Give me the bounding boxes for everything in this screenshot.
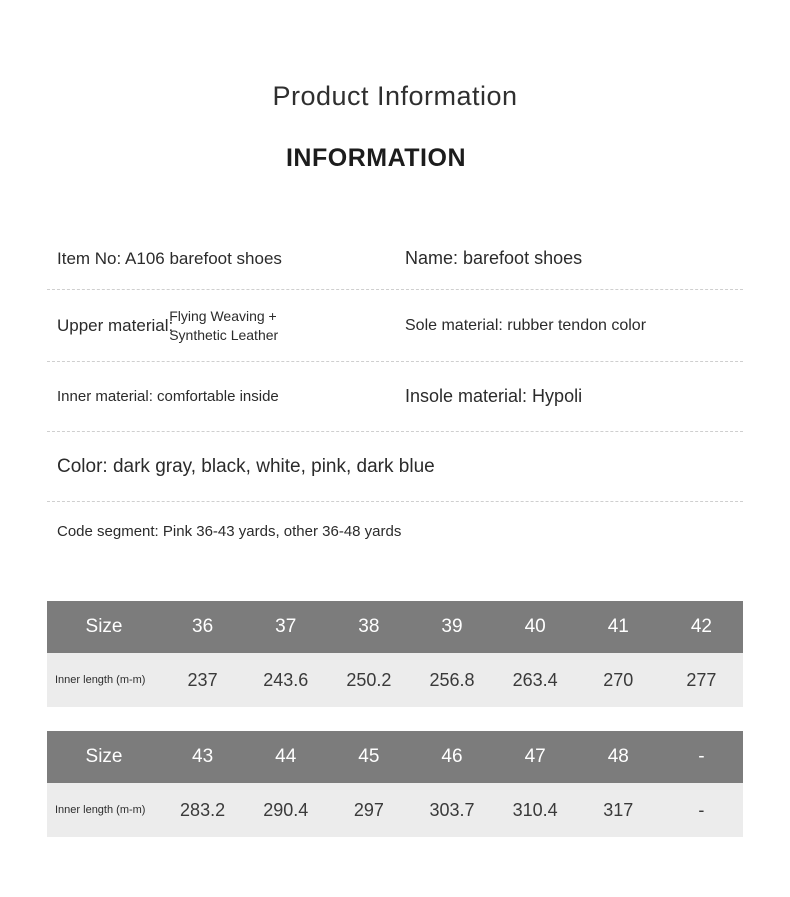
size-header-cell: 47 <box>524 746 546 768</box>
inner-length-cell: 250.2 <box>346 669 392 690</box>
size-header-cell: 48 <box>607 746 629 768</box>
inner-length-cell: 277 <box>686 669 717 690</box>
size-header-cell: 36 <box>192 616 214 638</box>
spec-row-item-name <box>47 228 743 290</box>
inner-length-cell: - <box>698 799 705 820</box>
inner-length-label: Inner length (m-m) <box>55 674 146 687</box>
spec-row-code-segment <box>47 502 743 560</box>
size-table-2-length-row <box>47 783 743 837</box>
inner-length-cell: 283.2 <box>180 799 226 820</box>
size-header-cell: 37 <box>275 616 297 638</box>
spec-upper-material-value: Flying Weaving + Synthetic Leather <box>169 308 279 343</box>
size-header-cell: - <box>698 746 705 768</box>
spec-row-color <box>47 432 743 502</box>
spec-item-no: Item No: A106 barefoot shoes <box>57 248 282 268</box>
inner-length-cell: 270 <box>603 669 634 690</box>
spec-row-materials <box>47 290 743 362</box>
spec-inner-material: Inner material: comfortable inside <box>57 388 279 406</box>
spec-sole-material: Sole material: rubber tendon color <box>405 316 647 334</box>
size-header-label: Size <box>85 746 123 768</box>
inner-length-cell: 290.4 <box>263 799 309 820</box>
size-header-cell: 44 <box>275 746 297 768</box>
inner-length-label: Inner length (m-m) <box>55 804 146 817</box>
page-subtitle: INFORMATION <box>285 144 466 173</box>
size-table-1-header-row <box>47 601 743 653</box>
specification-table <box>0 228 790 560</box>
spec-upper-material-label: Upper material: <box>57 315 174 335</box>
inner-length-cell: 243.6 <box>263 669 309 690</box>
spec-color: Color: dark gray, black, white, pink, dark blue <box>57 455 435 477</box>
spec-upper-material <box>47 307 395 345</box>
inner-length-cell: 310.4 <box>512 799 558 820</box>
size-header-cell: 45 <box>358 746 380 768</box>
spec-row-inner-insole <box>47 362 743 432</box>
inner-length-cell: 317 <box>603 799 634 820</box>
spec-name: Name: barefoot shoes <box>405 248 583 269</box>
size-table-1 <box>47 601 743 707</box>
inner-length-cell: 263.4 <box>512 669 558 690</box>
size-table-2 <box>47 731 743 837</box>
size-header-cell: 39 <box>441 616 463 638</box>
page-title: Product Information <box>272 81 518 111</box>
size-table-2-header-row <box>47 731 743 783</box>
spec-code-segment: Code segment: Pink 36-43 yards, other 36-48 yards <box>57 522 402 540</box>
size-header-cell: 43 <box>192 746 214 768</box>
inner-length-cell: 303.7 <box>429 799 475 820</box>
size-header-cell: 42 <box>690 616 712 638</box>
size-header-cell: 41 <box>607 616 629 638</box>
size-header-cell: 40 <box>524 616 546 638</box>
size-header-cell: 38 <box>358 616 380 638</box>
size-header-label: Size <box>85 616 123 638</box>
inner-length-cell: 297 <box>353 799 384 820</box>
spec-insole-material: Insole material: Hypoli <box>405 386 583 407</box>
size-header-cell: 46 <box>441 746 463 768</box>
inner-length-cell: 237 <box>187 669 218 690</box>
size-table-1-length-row <box>47 653 743 707</box>
inner-length-cell: 256.8 <box>429 669 475 690</box>
